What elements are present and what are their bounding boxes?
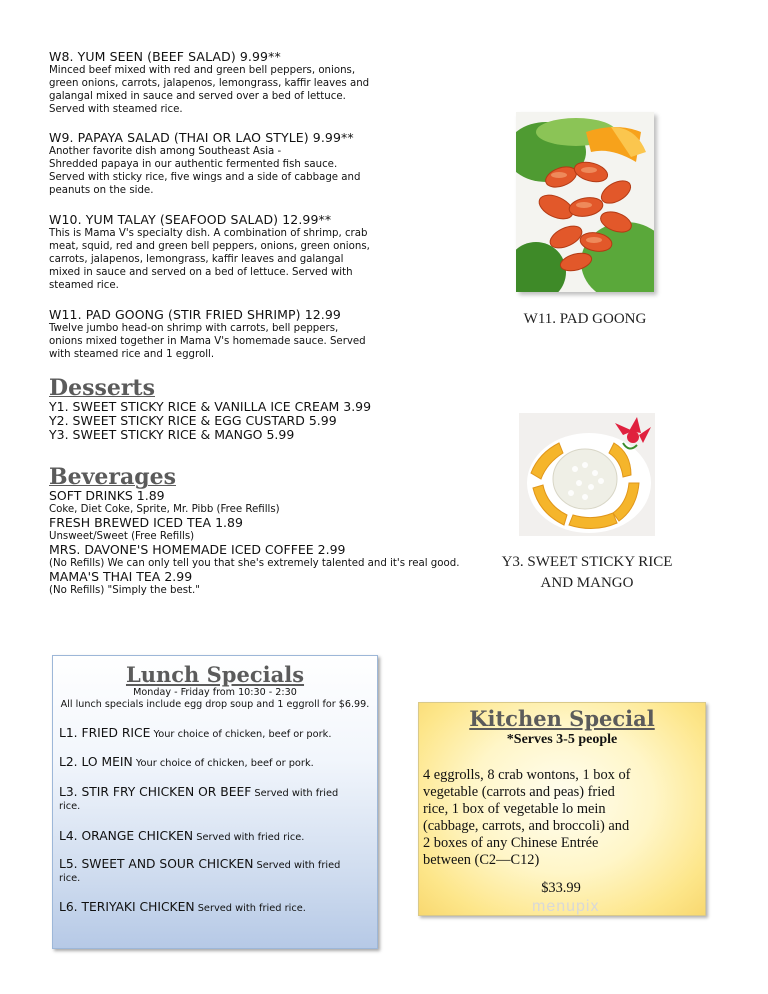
shrimp-caption: W11. PAD GOONG: [523, 311, 647, 327]
item-desc-line: Twelve jumbo head-on shrimp with carrots, bell peppers,: [49, 323, 339, 334]
lunch-item: [59, 727, 359, 741]
beverage-name: SOFT DRINKS 1.89: [49, 488, 165, 503]
lunch-item-title: L3. STIR FRY CHICKEN OR BEEF: [59, 785, 252, 799]
shrimp-photo: [516, 112, 654, 292]
lunch-item-title: L5. SWEET AND SOUR CHICKEN: [59, 857, 254, 871]
lunch-item: [59, 786, 355, 813]
item-title: W11. PAD GOONG (STIR FRIED SHRIMP) 12.99: [49, 307, 341, 322]
lunch-item-desc: Your choice of chicken, beef or pork.: [150, 729, 332, 740]
kitchen-description: [423, 767, 703, 869]
dessert-line: Y2. SWEET STICKY RICE & EGG CUSTARD 5.99: [49, 413, 337, 428]
lunch-item: [59, 830, 359, 844]
lunch-item-desc: Your choice of chicken, beef or pork.: [132, 758, 314, 769]
item-title: W10. YUM TALAY (SEAFOOD SALAD) 12.99**: [49, 212, 332, 227]
beverages-section: [49, 465, 469, 597]
beverage-note: (No Refills) "Simply the best.": [49, 585, 200, 596]
menu-item-w9: [49, 130, 389, 197]
beverage-note: Coke, Diet Coke, Sprite, Mr. Pibb (Free Refills): [49, 504, 280, 515]
lunch-item-desc: Served with fried rice.: [59, 860, 341, 884]
lunch-item-title: L4. ORANGE CHICKEN: [59, 829, 194, 843]
item-desc-line: green onions, carrots, jalapenos, lemongrass, kaffir leaves and: [49, 78, 370, 89]
item-desc-line: onions mixed together in Mama V's homemade sauce. Served: [49, 336, 366, 347]
item-desc-line: meat, squid, red and green bell peppers, onions, green onions,: [49, 241, 370, 252]
item-desc-line: Served with sticky rice, five wings and a side of cabbage and: [49, 172, 361, 183]
menu-item-w10: [49, 212, 389, 292]
beverage-note: Unsweet/Sweet (Free Refills): [49, 531, 195, 542]
mango-photo: [519, 413, 655, 536]
kitchen-line: 2 boxes of any Chinese Entrée: [423, 835, 599, 851]
kitchen-line: rice, 1 box of vegetable lo mein: [423, 801, 606, 817]
kitchen-line: (cabbage, carrots, and broccoli) and: [423, 818, 630, 834]
kitchen-heading: Kitchen Special: [469, 706, 655, 731]
desserts-heading: Desserts: [49, 375, 155, 401]
beverage-name: MRS. DAVONE'S HOMEMADE ICED COFFEE 2.99: [49, 542, 346, 557]
dessert-line: Y1. SWEET STICKY RICE & VANILLA ICE CREAM 3.99: [49, 399, 372, 414]
lunch-item-title: L2. LO MEIN: [59, 755, 133, 769]
lunch-heading: Lunch Specials: [125, 662, 305, 687]
item-desc-line: Another favorite dish among Southeast Asia -: [49, 146, 282, 157]
lunch-item: [59, 756, 359, 770]
dessert-line: Y3. SWEET STICKY RICE & MANGO 5.99: [49, 427, 295, 442]
menu-item-w8: [49, 49, 389, 116]
mango-caption-line: Y3. SWEET STICKY RICE: [501, 554, 673, 570]
item-desc-line: peanuts on the side.: [49, 185, 154, 196]
item-desc-line: steamed rice.: [49, 280, 119, 291]
lunch-item-title: L1. FRIED RICE: [59, 726, 151, 740]
item-desc-line: Minced beef mixed with red and green bell peppers, onions,: [49, 65, 356, 76]
kitchen-price: $33.99: [541, 880, 581, 896]
item-title: W9. PAPAYA SALAD (THAI OR LAO STYLE) 9.99**: [49, 130, 354, 145]
mango-caption-line: AND MANGO: [540, 575, 634, 591]
kitchen-serves: *Serves 3-5 people: [506, 732, 618, 747]
kitchen-line: between (C2—C12): [423, 852, 540, 868]
beverages-heading: Beverages: [49, 464, 176, 490]
item-desc-line: carrots, jalapenos, lemongrass, kaffir leaves and galangal: [49, 254, 344, 265]
item-desc-line: galangal mixed in sauce and served over a bed of lettuce.: [49, 91, 346, 102]
lunch-item-title: L6. TERIYAKI CHICKEN: [59, 900, 195, 914]
lunch-item-desc: Served with fried rice.: [194, 903, 306, 914]
beverage-name: MAMA'S THAI TEA 2.99: [49, 569, 193, 584]
lunch-note: All lunch specials include egg drop soup and 1 eggroll for $6.99.: [60, 699, 370, 710]
beverage-name: FRESH BREWED ICED TEA 1.89: [49, 515, 243, 530]
watermark: menupix: [532, 898, 600, 915]
item-desc-line: This is Mama V's specialty dish. A combination of shrimp, crab: [49, 228, 368, 239]
item-desc-line: mixed in sauce and served on a bed of lettuce. Served with: [49, 267, 353, 278]
lunch-item: [59, 858, 355, 885]
item-desc-line: with steamed rice and 1 eggroll.: [49, 349, 215, 360]
lunch-specials-box: [52, 655, 378, 949]
mango-caption: [486, 552, 688, 594]
kitchen-line: 4 eggrolls, 8 crab wontons, 1 box of: [423, 767, 631, 783]
menu-item-w11: [49, 307, 389, 361]
item-title: W8. YUM SEEN (BEEF SALAD) 9.99**: [49, 49, 281, 64]
kitchen-special-box: [418, 702, 706, 916]
lunch-hours: Monday - Friday from 10:30 - 2:30: [133, 687, 297, 698]
lunch-item: [59, 901, 359, 915]
item-desc-line: Shredded papaya in our authentic fermented fish sauce.: [49, 159, 338, 170]
beverage-note: (No Refills) We can only tell you that she's extremely talented and it's real good.: [49, 558, 460, 569]
kitchen-line: vegetable (carrots and peas) fried: [423, 784, 615, 800]
item-desc-line: Served with steamed rice.: [49, 104, 183, 115]
lunch-item-desc: Served with fried rice.: [193, 832, 305, 843]
desserts-section: [49, 376, 409, 442]
lunch-item-desc: Served with fried rice.: [59, 788, 339, 812]
